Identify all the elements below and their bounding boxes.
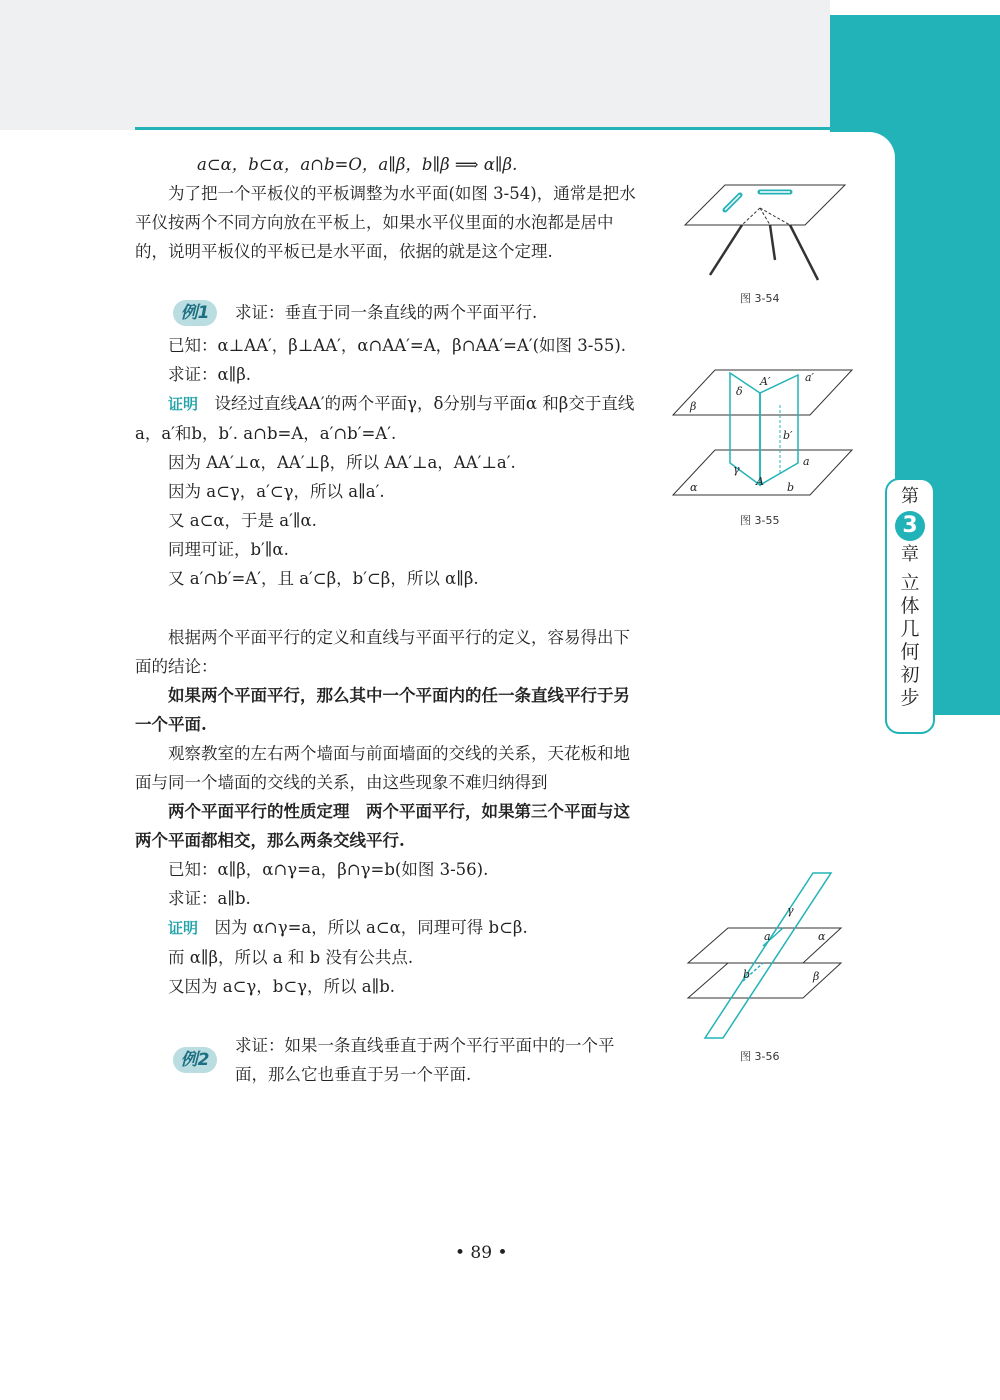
chapter-number: 3 [895,511,925,541]
fig56-label: γ [787,904,794,917]
proof-text: 设经过直线AA′的两个平面γ，δ分别与平面α 和β交于直线 a，a′和b，b′. a∩b=A，a′∩b′=A′. [135,394,635,443]
proof-line: 又因为 a⊂γ，b⊂γ，所以 a∥b. [168,977,396,996]
given: 已知：α⊥AA′，β⊥AA′，α∩AA′=A，β∩AA′=A′(如图 3-55). [168,336,627,355]
chapter-title-char: 何 [900,641,920,663]
proof-text: 因为 α∩γ=a，所以 a⊂α，同理可得 b⊂β. [214,918,528,937]
figure-caption: 图 3-54 [740,292,780,305]
paragraph: 为了把一个平板仪的平板调整为水平面(如图 3-54)，通常是把水平仪按两个不同方向放在平板上，如果水平仪里面的水泡都是居中的，说明平板仪的平板已是水平面，依据的就是这个定理. [135,184,636,261]
chapter-tab [885,478,935,734]
chapter-tab-middle: 章 [901,544,919,565]
figure-caption: 图 3-56 [740,1050,780,1063]
page-content [135,150,645,1089]
fig55-label: β [690,400,697,413]
figure-3-56 [683,868,843,1043]
fig56-label: a [764,930,771,943]
theorem-formula: a⊂α，b⊂α，a∩b=O，a∥β，b∥β ⟹ α∥β. [197,155,518,174]
proof-line: 而 α∥β，所以 a 和 b 没有公共点. [168,948,414,967]
chapter-title-char: 立 [900,572,920,594]
fig55-label: a′ [805,371,815,384]
chapter-title-char: 体 [900,595,920,617]
paragraph: 根据两个平面平行的定义和直线与平面平行的定义，容易得出下面的结论： [135,628,630,676]
fig55-label: δ [736,385,743,398]
chapter-title-char: 几 [900,618,920,640]
example-badge: 例1 [173,300,217,326]
proof [135,389,645,448]
fig55-label: A [756,475,764,488]
content-card-edge [760,132,895,1232]
proof [135,913,645,943]
fig55-label: b′ [783,429,793,442]
fig56-label: b [743,968,751,981]
fig55-label: A′ [760,375,771,388]
conclusion: 如果两个平面平行，那么其中一个平面内的任一条直线平行于另一个平面. [135,686,630,734]
proof-line: 又 a⊂α，于是 a′∥α. [168,511,317,530]
chapter-title [887,572,933,710]
proof-line: 因为 AA′⊥α，AA′⊥β，所以 AA′⊥a，AA′⊥a′. [168,453,516,472]
example-1 [173,298,645,327]
to-prove: 求证：α∥β. [168,365,252,384]
page-number: • 89 • [455,1243,508,1263]
example-2 [173,1031,645,1089]
proof-line: 又 a′∩b′=A′，且 a′⊂β，b′⊂β，所以 α∥β. [168,569,479,588]
proof-label: 证明 [168,395,199,413]
fig55-label: a [803,455,810,468]
fig55-label: α [690,481,698,494]
header-rule [135,127,830,130]
proof-line: 因为 a⊂γ，a′⊂γ，所以 a∥a′. [168,482,385,501]
chapter-title-char: 初 [900,664,920,686]
chapter-title-char: 步 [900,687,920,709]
figure-3-54 [680,180,850,290]
proof-line: 同理可证，b′∥α. [168,540,289,559]
proof-label: 证明 [168,919,199,937]
figure-3-55 [670,365,855,505]
chapter-tab-top: 第 [901,486,919,507]
given: 已知：α∥β，α∩γ=a，β∩γ=b(如图 3-56). [168,860,489,879]
fig55-label: b [787,481,795,494]
top-band [0,0,830,130]
example-text: 求证：如果一条直线垂直于两个平行平面中的一个平面，那么它也垂直于另一个平面. [235,1036,615,1084]
figure-caption: 图 3-55 [740,514,780,527]
to-prove: 求证：a∥b. [168,889,251,908]
fig56-label: β [813,970,820,983]
example-badge: 例2 [173,1047,217,1073]
fig56-label: α [818,930,826,943]
theorem: 两个平面平行的性质定理 两个平面平行，如果第三个平面与这两个平面都相交，那么两条交线平行. [135,802,630,850]
fig55-label: γ [733,463,740,476]
paragraph: 观察教室的左右两个墙面与前面墙面的交线的关系，天花板和地面与同一个墙面的交线的关系，由这些现象不难归纳得到 [135,744,630,792]
example-text: 求证：垂直于同一条直线的两个平面平行. [235,303,538,322]
